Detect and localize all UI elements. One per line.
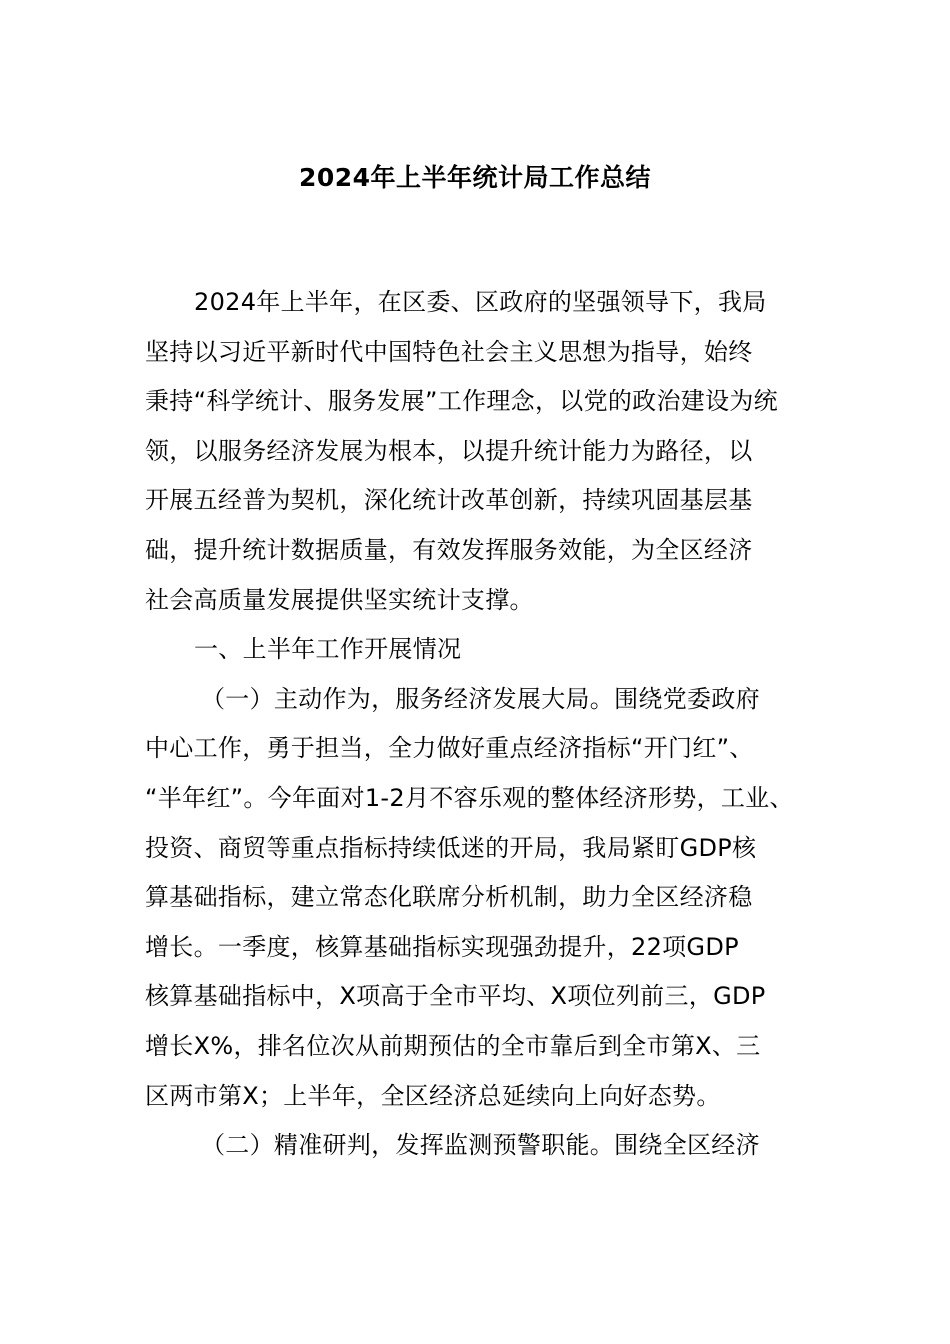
paragraph-line: 2024年上半年，在区委、区政府的坚强领导下，我局 (194, 288, 767, 316)
document-body (145, 278, 807, 1171)
subsection-line: （二）精准研判，发挥监测预警职能。围绕全区经济 (201, 1131, 760, 1160)
paragraph-line: 开展五经普为契机，深化统计改革创新，持续巩固基层基 (145, 486, 753, 515)
paragraph-line: “半年红”。今年面对1-2月不容乐观的整体经济形势，工业、 (145, 783, 794, 812)
paragraph-line: 坚持以习近平新时代中国特色社会主义思想为指导，始终 (145, 337, 753, 366)
paragraph-line: 秉持“科学统计、服务发展”工作理念，以党的政治建设为统 (145, 387, 778, 416)
subsection-line: （一）主动作为，服务经济发展大局。围绕党委政府 (201, 684, 760, 713)
paragraph-line: 增长。一季度，核算基础指标实现强劲提升，22项GDP (145, 932, 739, 961)
paragraph-line: 础，提升统计数据质量，有效发挥服务效能，为全区经济 (145, 535, 753, 564)
paragraph-line: 增长X%，排名位次从前期预估的全市靠后到全市第X、三 (145, 1031, 761, 1060)
section-heading: 一、上半年工作开展情况 (194, 635, 462, 664)
paragraph-line: 领，以服务经济发展为根本，以提升统计能力为路径，以 (145, 436, 753, 465)
paragraph-line: 投资、商贸等重点指标持续低迷的开局，我局紧盯GDP核 (145, 833, 757, 862)
document-title: 2024年上半年统计局工作总结 (298, 163, 652, 192)
paragraph-line: 算基础指标，建立常态化联席分析机制，助力全区经济稳 (145, 883, 753, 912)
paragraph-line: 中心工作，勇于担当，全力做好重点经济指标“开门红”、 (145, 734, 754, 763)
paragraph-line: 社会高质量发展提供坚实统计支撑。 (145, 585, 534, 614)
paragraph-line: 区两市第X；上半年，全区经济总延续向上向好态势。 (145, 1081, 721, 1110)
paragraph-line: 核算基础指标中，X项高于全市平均、X项位列前三，GDP (145, 982, 766, 1011)
